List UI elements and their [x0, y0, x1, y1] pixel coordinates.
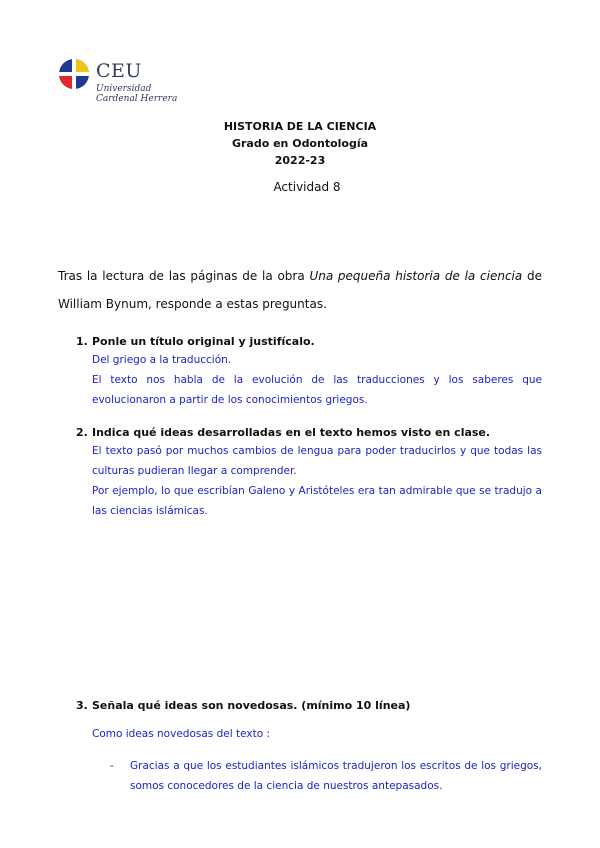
question-number: 1.	[76, 335, 88, 348]
bullet-text: Gracias a que los estudiantes islámicos tradujeron los escritos de los griegos, somos conocedores de la ciencia de nuestros antepasados.	[130, 760, 542, 792]
answer-3-bullet	[110, 756, 542, 796]
answer-1	[92, 350, 542, 410]
question-2	[76, 425, 542, 441]
document-heading	[0, 118, 600, 169]
question-text: Señala qué ideas son novedosas. (mínimo 10 línea)	[92, 699, 411, 712]
academic-year: 2022-23	[274, 154, 326, 167]
question-3	[76, 698, 542, 714]
logo-line2: Cardenal Herrera	[96, 94, 178, 104]
ceu-emblem-icon	[58, 58, 90, 90]
logo-line1: Universidad	[96, 84, 152, 94]
answer-3-intro: Como ideas novedosas del texto :	[92, 728, 270, 740]
answer-line: Del griego a la traducción.	[92, 354, 232, 366]
degree-title: Grado en Odontología	[231, 137, 369, 150]
activity-label: Actividad 8	[273, 180, 341, 194]
intro-part2: de William Bynum, responde a estas preguntas.	[58, 269, 542, 311]
question-number: 3.	[76, 699, 88, 712]
question-number: 2.	[76, 426, 88, 439]
answer-line: El texto pasó por muchos cambios de lengua para poder traducirlos y que todas las culturas pudieran llegar a comprender.	[92, 445, 542, 477]
book-title: Una pequeña historia de la ciencia	[309, 269, 523, 283]
answer-line: El texto nos habla de la evolución de las traducciones y los saberes que evolucionaron a partir de los conocimientos griegos.	[92, 374, 542, 406]
answer-line: Por ejemplo, lo que escribían Galeno y Aristóteles era tan admirable que se tradujo a las ciencias islámicas.	[92, 485, 542, 517]
bullet-marker: -	[110, 760, 114, 772]
answer-2	[92, 441, 542, 521]
logo-name: CEU	[96, 60, 142, 82]
intro-paragraph	[58, 262, 542, 318]
question-1	[76, 334, 542, 350]
intro-part1: Tras la lectura de las páginas de la obra	[58, 269, 310, 283]
course-title: HISTORIA DE LA CIENCIA	[223, 120, 377, 133]
logo-subtitle	[96, 84, 177, 104]
question-text: Indica qué ideas desarrolladas en el texto hemos visto en clase.	[92, 426, 491, 439]
question-text: Ponle un título original y justifícalo.	[92, 335, 315, 348]
